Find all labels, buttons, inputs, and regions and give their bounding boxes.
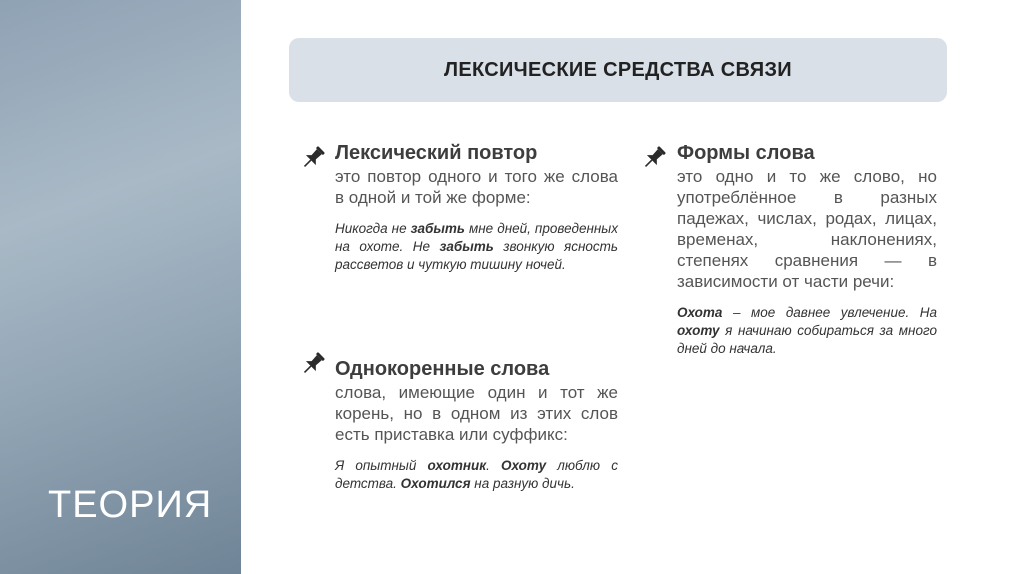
- example-keyword: забыть: [439, 239, 494, 254]
- block-title: Формы слова: [677, 142, 815, 164]
- example-keyword: забыть: [410, 221, 465, 236]
- example-text: Никогда не: [335, 221, 411, 236]
- pushpin-icon: [640, 144, 668, 172]
- example-text: Я опытный: [335, 458, 428, 473]
- block-title: Однокоренные слова: [335, 358, 550, 380]
- block-word-forms: [677, 142, 937, 358]
- example-keyword: Охотился: [400, 476, 471, 491]
- example-text: мне дней, проведенных на охоте. Не: [335, 221, 618, 254]
- block-lexical-repeat: [335, 142, 618, 274]
- page-title: ЛЕКСИЧЕСКИЕ СРЕДСТВА СВЯЗИ: [444, 58, 792, 81]
- sidebar-title: ТЕОРИЯ: [48, 484, 213, 526]
- sidebar-panel: [0, 0, 241, 574]
- block-example: [677, 304, 937, 358]
- example-text: .: [486, 458, 501, 473]
- example-keyword: охоту: [677, 323, 720, 338]
- header-banner: [289, 38, 947, 102]
- example-text: я начинаю собираться за много дней до начала.: [677, 323, 937, 356]
- block-title: Лексический повтор: [335, 142, 538, 164]
- example-text: люблю с детства.: [335, 458, 618, 491]
- example-keyword: Охота: [677, 305, 723, 320]
- block-example: [335, 220, 618, 274]
- block-description: слова, имеющие один и тот же корень, но в одном из этих слов есть приставка или суффикс:: [335, 383, 618, 444]
- pushpin-icon: [299, 144, 327, 172]
- example-keyword: охотник: [427, 458, 487, 473]
- example-keyword: Охоту: [500, 458, 547, 473]
- example-text: на разную дичь.: [470, 476, 575, 491]
- block-cognate-words: [335, 358, 618, 493]
- block-description: это повтор одного и того же слова в одной и той же форме:: [335, 167, 618, 207]
- block-description: это одно и то же слово, но употреблённое в разных падежах, числах, родах, лицах, временах, наклонениях, степенях сравнения — в зависимости от части речи:: [677, 167, 937, 291]
- example-text: звонкую ясность рассветов и чуткую тишину ночей.: [335, 239, 618, 272]
- block-example: [335, 457, 618, 493]
- pushpin-icon: [299, 350, 327, 378]
- example-text: – мое давнее увлечение. На: [722, 305, 937, 320]
